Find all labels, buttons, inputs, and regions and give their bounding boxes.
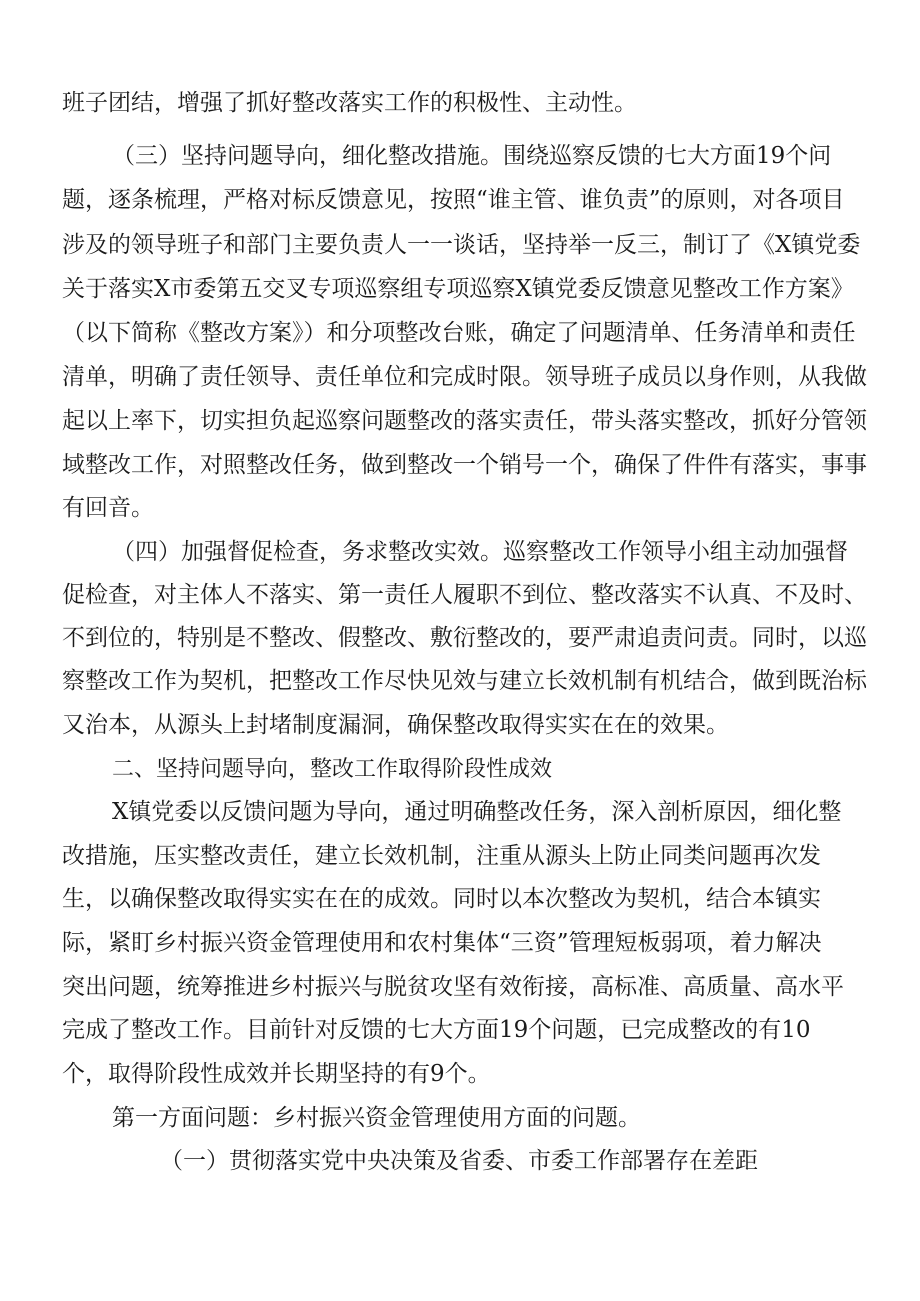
paragraph-line: 突出问题，统筹推进乡村振兴与脱贫攻坚有效衔接，高标准、高质量、高水平 (62, 974, 844, 1000)
problem-heading: 第一方面问题：乡村振兴资金管理使用方面的问题。 (112, 1105, 641, 1131)
paragraph-line: 起以上率下，切实担负起巡察问题整改的落实责任，带头落实整改，抓好分管领 (62, 408, 867, 434)
paragraph-line: 完成了整改工作。目前针对反馈的七大方面19个问题，已完成整改的有10 (62, 1017, 811, 1043)
paragraph-line: 有回音。 (62, 495, 154, 521)
paragraph-line: 域整改工作，对照整改任务，做到整改一个销号一个，确保了件件有落实，事事 (62, 452, 867, 478)
paragraph-line: 清单，明确了责任领导、责任单位和完成时限。领导班子成员以身作则，从我做 (62, 364, 867, 390)
paragraph-line: 班子团结，增强了抓好整改落实工作的积极性、主动性。 (62, 90, 637, 116)
subsection-heading: （一）贯彻落实党中央决策及省委、市委工作部署存在差距 (160, 1148, 758, 1174)
paragraph-line: 生，以确保整改取得实实在在的成效。同时以本次整改为契机，结合本镇实 (62, 886, 821, 912)
paragraph-line: 际，紧盯乡村振兴资金管理使用和农村集体“三资”管理短板弱项，着力解决 (62, 930, 822, 956)
paragraph-line: 察整改工作为契机，把整改工作尽快见效与建立长效机制有机结合，做到既治标 (62, 668, 867, 694)
paragraph-line: （四）加强督促检查，务求整改实效。巡察整改工作领导小组主动加强督 (112, 539, 848, 565)
paragraph-line: 个，取得阶段性成效并长期坚持的有9个。 (62, 1061, 491, 1087)
paragraph-line: 题，逐条梳理，严格对标反馈意见，按照“谁主管、谁负责”的原则，对各项目 (62, 187, 845, 213)
paragraph-line: 促检查，对主体人不落实、第一责任人履职不到位、整改落实不认真、不及时、 (62, 582, 867, 608)
paragraph-line: （三）坚持问题导向，细化整改措施。围绕巡察反馈的七大方面19个问 (112, 143, 832, 169)
paragraph-line: 不到位的，特别是不整改、假整改、敷衍整改的，要严肃追责问责。同时，以巡 (62, 625, 867, 651)
paragraph-line: 关于落实X市委第五交叉专项巡察组专项巡察X镇党委反馈意见整改工作方案》 (62, 276, 854, 302)
paragraph-line: X镇党委以反馈问题为导向，通过明确整改任务，深入剖析原因，细化整 (112, 799, 842, 825)
paragraph-line: 改措施，压实整改责任，建立长效机制，注重从源头上防止同类问题再次发 (62, 843, 821, 869)
paragraph-line: 又治本，从源头上封堵制度漏洞，确保整改取得实实在在的效果。 (62, 712, 729, 738)
section-heading: 二、坚持问题导向，整改工作取得阶段性成效 (112, 757, 553, 782)
paragraph-line: 涉及的领导班子和部门主要负责人一一谈话，坚持举一反三，制订了《X镇党委 (62, 232, 861, 258)
paragraph-line: （以下简称《整改方案》）和分项整改台账，确定了问题清单、任务清单和责任 (62, 320, 856, 346)
